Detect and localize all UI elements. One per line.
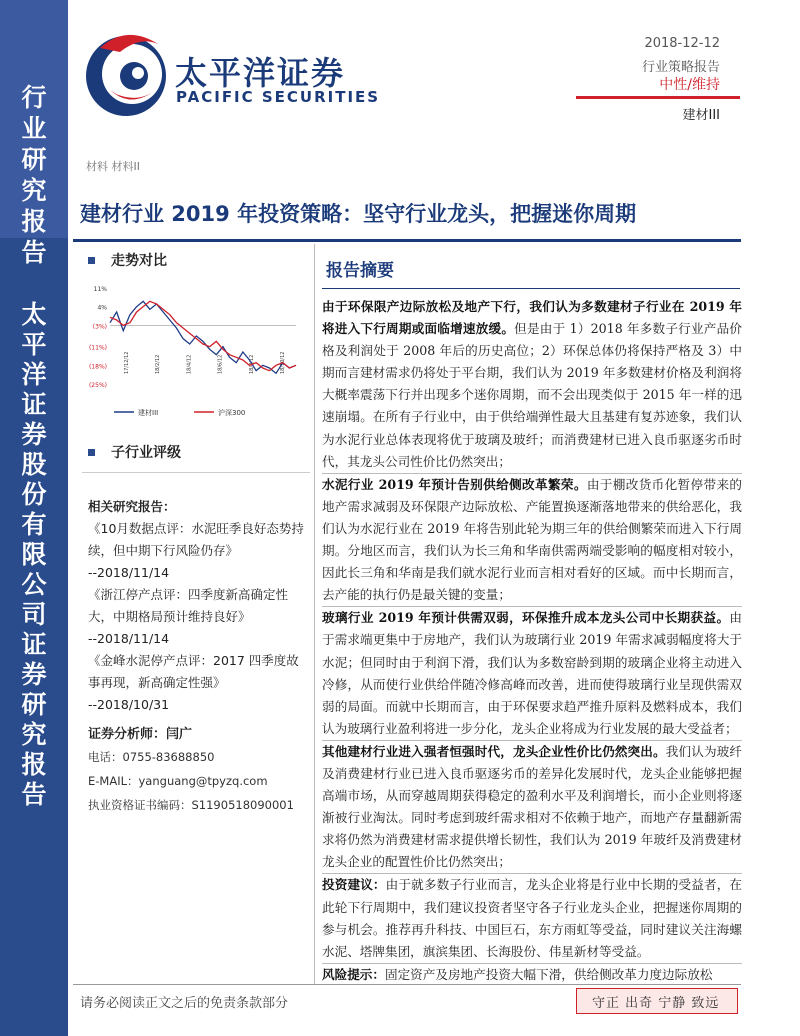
sidebar-report-type: 行 业 研 究 报 告: [21, 83, 47, 267]
trend-title: 走势对比: [111, 253, 167, 269]
abstract-title-underline: [322, 288, 740, 289]
subindustry-title: 子行业评级: [111, 445, 181, 461]
section-bullet-icon: [88, 257, 95, 264]
analyst-phone: 电话：0755-83688850: [88, 750, 215, 764]
report-title: 建材行业 2019 年投资策略：坚守行业龙头，把握迷你周期: [80, 202, 637, 226]
subindustry-section-header: [88, 442, 181, 462]
trend-chart: [84, 280, 308, 428]
chart-series-line: [110, 301, 296, 373]
chart-xtick-label: 18/10/12: [280, 351, 286, 374]
chart-xtick-label: 17/12/12: [124, 351, 130, 374]
footer-slogan: 守正 出奇 宁静 致远: [592, 996, 720, 1011]
abstract-title: 报告摘要: [326, 261, 394, 281]
paragraph-lead: 水泥行业 2019 年预计告别供给侧改革繁荣。: [322, 476, 587, 492]
paragraph-text: 由于棚改货币化暂停带来的地产需求减弱及环保限产边际放松、产能置换逐渐落地带来的供给恶化，我们认为水泥行业在 2019 年将告别此轮为期三年的供给侧繁荣而进入下行周期。分地区而言，我们认为长三角和华南供需两端受影响的幅度相对较小，因此长三角和华南是我们就水泥行业而言相对看好的区域。而中长期而言，去产能的执行仍是最关键的变量；: [322, 476, 743, 603]
chart-ytick-label: (11%): [88, 344, 107, 352]
related-report-item[interactable]: 《金峰水泥停产点评：2017 四季度故事再现，新高确定性强》: [88, 653, 299, 690]
abstract-paragraph: [322, 474, 742, 607]
report-type: 行业策略报告: [641, 60, 720, 75]
footer-divider: [73, 984, 741, 985]
abstract-paragraph: [322, 874, 742, 962]
rating-divider: [576, 96, 740, 99]
related-report-date: --2018/10/31: [88, 697, 170, 712]
related-report-item[interactable]: 《浙江停产点评：四季度新高确定性大，中期格局预计维持良好》: [88, 587, 289, 624]
chart-xtick-label: 18/6/12: [217, 354, 224, 374]
industry-label: 建材III: [682, 108, 720, 123]
chart-xtick-label: 18/8/12: [248, 354, 255, 374]
paragraph-lead: 投资建议：: [322, 877, 386, 893]
chart-legend-label: 建材III: [138, 409, 159, 417]
section-bullet-icon: [88, 449, 95, 456]
abstract-body: [322, 296, 742, 986]
chart-ytick-label: (3%): [92, 323, 107, 331]
chart-xtick-label: 18/2/12: [155, 354, 162, 374]
title-underline: [73, 239, 741, 242]
trend-section-header: [88, 250, 167, 270]
analyst-name: 证券分析师：闫广: [88, 727, 193, 742]
rating: 中性/维持: [659, 77, 720, 93]
report-date: 2018-12-12: [644, 36, 720, 51]
analyst-license: 执业资格证书编码：S1190518090001: [88, 798, 294, 812]
paragraph-text: 由于需求端更集中于房地产，我们认为玻璃行业 2019 年需求减弱幅度将大于水泥；但同时由于利润下滑，我们认为多数窑龄到期的玻璃企业将主动进入冷修，从而使行业供给伴随冷修高峰而改善，进而使得玻璃行业呈现供需双弱的局面。而就中长期而言，由于环保要求趋严推升原料及燃料成本，我们认为玻璃行业盈利将进一步分化，龙头企业将成为行业发展的最大受益者；: [322, 610, 742, 736]
abstract-paragraph: [322, 964, 742, 986]
breadcrumb: 材料 材料II: [86, 160, 140, 173]
chart-ytick-label: 4%: [97, 304, 107, 312]
related-report-item[interactable]: 《10月数据点评：水泥旺季良好态势持续，但中期下行风险仍存》: [88, 521, 304, 558]
section-divider: [82, 472, 310, 473]
chart-series-line: [110, 301, 296, 370]
chart-ytick-label: (18%): [88, 363, 107, 371]
sidebar-company-label: 太 平 洋 证 券 股 份 有 限 公 司 证 券 研 究 报 告: [21, 300, 47, 809]
paragraph-text: 固定资产及房地产投资大幅下滑，供给侧改革力度边际放松: [384, 966, 713, 982]
logo-english-name: PACIFIC SECURITIES: [176, 88, 381, 106]
abstract-paragraph: [322, 741, 742, 874]
paragraph-text: 由于就多数子行业而言，龙头企业将是行业中长期的受益者，在此轮下行周期中，我们建议投资者坚守各子行业龙头企业，把握迷你周期的参与机会。推荐再升科技、中国巨石，东方雨虹等受益，同时建议关注海螺水泥、塔牌集团，旗滨集团、长海股份、伟星新材等受益。: [322, 877, 743, 959]
related-reports-title: 相关研究报告：: [88, 499, 176, 514]
related-report-date: --2018/11/14: [88, 565, 170, 580]
chart-xtick-label: 18/4/12: [186, 354, 193, 374]
related-reports-list: [88, 518, 306, 716]
paragraph-lead: 玻璃行业 2019 年预计供需双弱，环保推升成本龙头公司中长期获益。: [322, 610, 730, 626]
column-divider: [314, 244, 315, 984]
analyst-email[interactable]: E-MAIL：yanguang@tpyzq.com: [88, 774, 268, 788]
paragraph-lead: 其他建材行业进入强者恒强时代，龙头企业性价比仍然突出。: [322, 743, 666, 759]
left-sidebar: [0, 0, 68, 1036]
logo-chinese-name: 太平洋证券: [175, 54, 346, 92]
footer-disclaimer[interactable]: 请务必阅读正文之后的免责条款部分: [80, 996, 289, 1011]
chart-ytick-label: 11%: [93, 286, 107, 293]
paragraph-text: 我们认为玻纤及消费建材行业已进入良币驱逐劣币的差异化发展时代，龙头企业能够把握高端市场，从而穿越周期获得稳定的盈利水平及利润增长，而小企业则将逐渐被行业淘汰。同时考虑到玻纤需求相对不依赖于地产，而地产存量翻新需求将仍然为消费建材需求提供增长韧性，我们认为 2019 年玻纤及消费建材龙头企业的配置性价比仍然突出；: [322, 743, 743, 870]
paragraph-lead: 风险提示：: [322, 966, 385, 982]
pacific-securities-logo: [80, 18, 172, 126]
abstract-paragraph: [322, 607, 742, 740]
abstract-paragraph: [322, 296, 742, 473]
paragraph-lead: 由于环保限产边际放松及地产下行，我们认为多数建材子行业在 2019 年将进入下行周期或面临增速放缓。: [322, 299, 742, 337]
paragraph-text: 但是由于 1）2018 年多数子行业产品价格及利润处于 2008 年后的历史高位；2）环保总体仍将保持严格及 3）中期而言建材需求仍将处于平台期，我们认为 2019 年多数建材价格及利润将大概率震荡下行并出现多个迷你周期，而不会出现类似于 2015 年一样的迅速崩塌。在所有子行业中，由于供给端弹性最大且基建有复苏迹象，我们认为水泥行业总体表现将优于玻璃及玻纤；而消费建材已进入良币驱逐劣币时代，其龙头公司性价比仍然突出；: [322, 321, 742, 469]
related-report-date: --2018/11/14: [88, 631, 170, 646]
chart-ytick-label: (25%): [88, 382, 107, 389]
chart-legend-label: 沪深300: [218, 409, 246, 417]
